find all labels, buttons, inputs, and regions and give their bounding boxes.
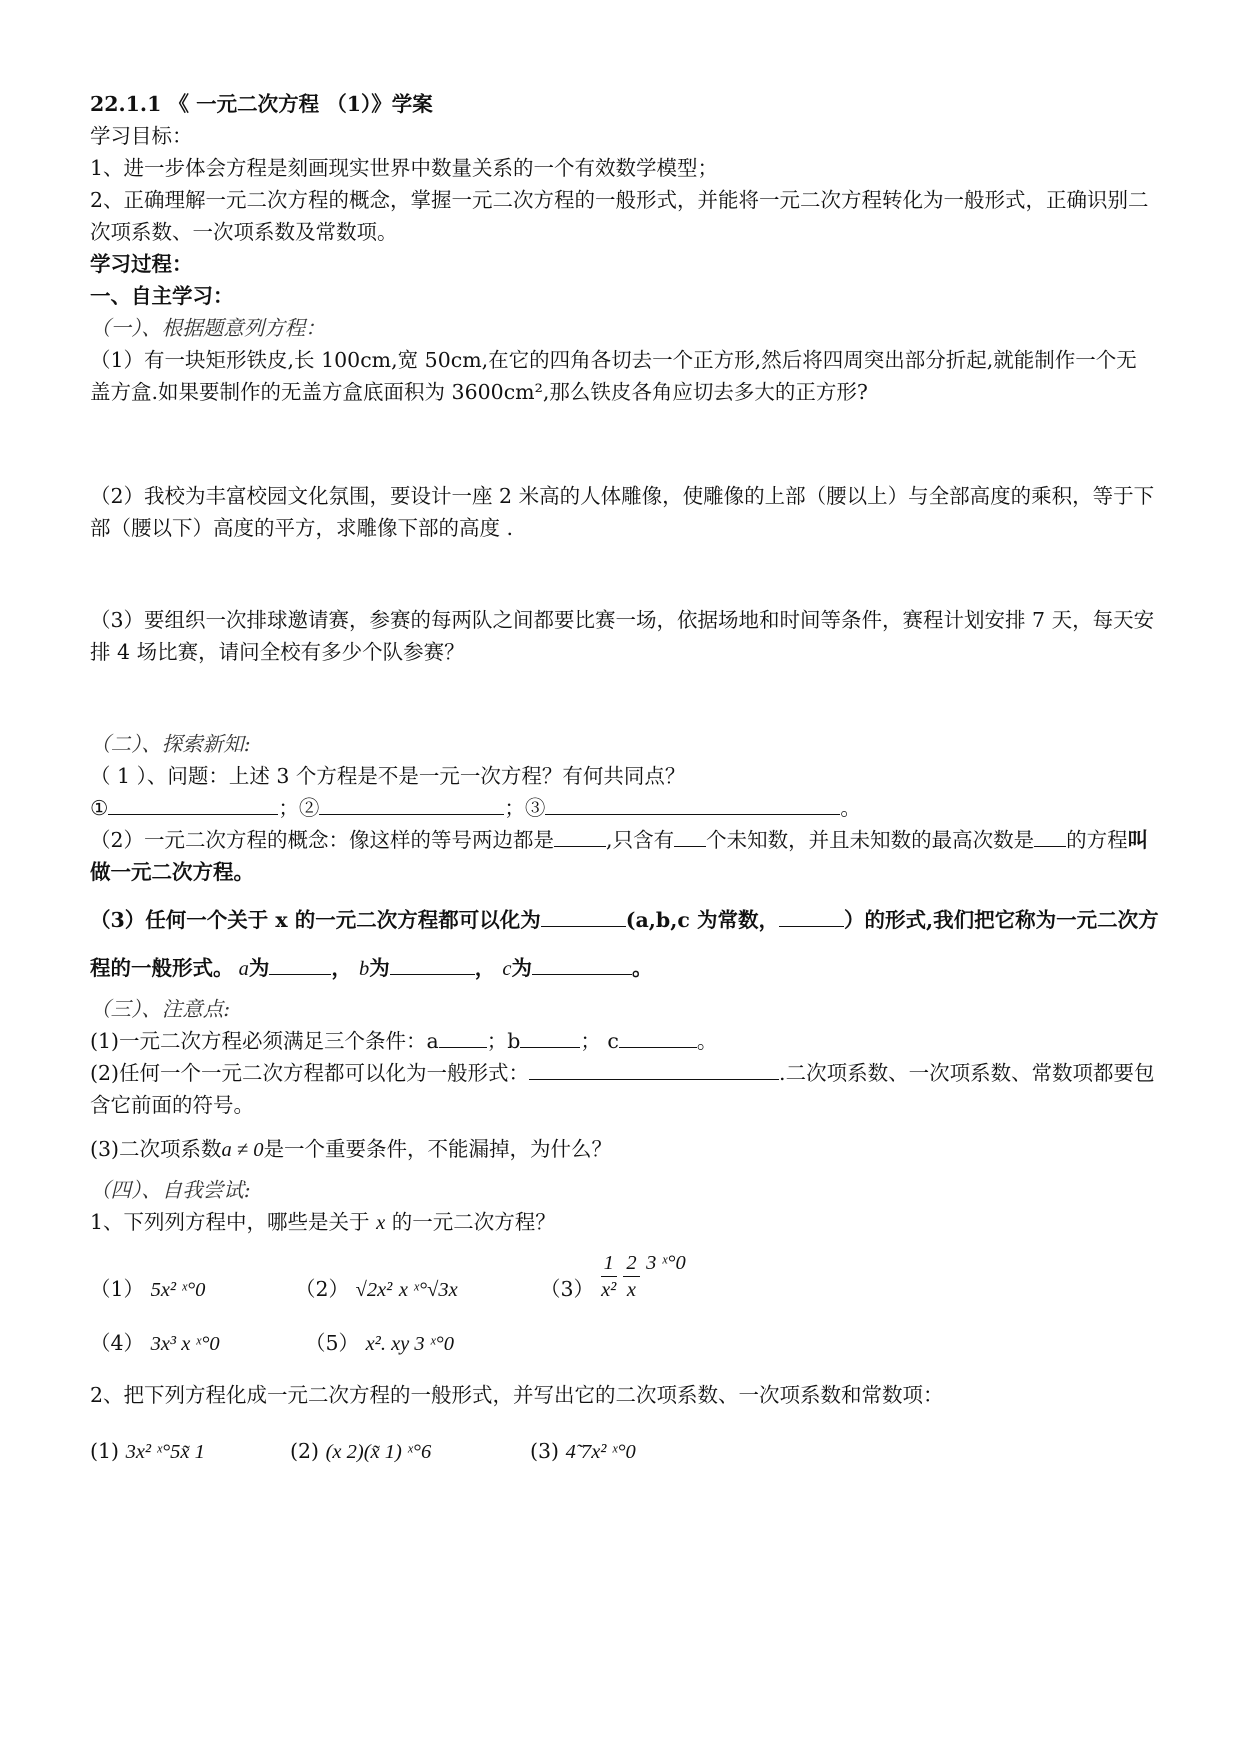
general-form-blank-2[interactable] bbox=[529, 1061, 779, 1080]
general-form-blank[interactable] bbox=[541, 908, 626, 927]
b-meaning-blank[interactable] bbox=[390, 956, 475, 975]
c-meaning-blank[interactable] bbox=[532, 956, 632, 975]
problem-3: （3）要组织一次排球邀请赛，参赛的每两队之间都要比赛一场，依据场地和时间等条件，赛程计划安排 7 天，每天安排 4 场比赛，请问全校有多少个队参赛？ bbox=[90, 608, 1155, 664]
answer-blank-2[interactable] bbox=[319, 796, 504, 815]
note-3: (3)二次项系数a ≠ 0是一个重要条件，不能漏掉，为什么？ bbox=[90, 1137, 613, 1161]
part-4-heading: （四）、自我尝试: bbox=[90, 1178, 251, 1202]
problem-2: （2）我校为丰富校园文化氛围，要设计一座 2 米高的人体雕像，使雕像的上部（腰以上）与全部高度的乘积，等于下部（腰以下）高度的平方，求雕像下部的高度 . bbox=[90, 484, 1155, 540]
ex2-item-1: (1) 3x² ˣ°5x̃ 1 bbox=[90, 1439, 205, 1463]
concept-blank-1[interactable] bbox=[554, 828, 606, 847]
question-1: （ 1 ）、问题：上述 3 个方程是不是一元一次方程？有何共同点？ bbox=[90, 764, 686, 788]
section-1-heading: 一、自主学习： bbox=[90, 284, 234, 308]
condition-c-blank[interactable] bbox=[619, 1029, 697, 1048]
exercise-1-row-1 bbox=[90, 1247, 1160, 1327]
ex2-item-2: (2) (x 2)(x̃ 1) ˣ°6 bbox=[290, 1439, 432, 1463]
exercise-1-prompt: 1、下列列方程中，哪些是关于 x 的一元二次方程？ bbox=[90, 1210, 556, 1234]
concept-blank-3[interactable] bbox=[1034, 828, 1066, 847]
exercise-2-row bbox=[90, 1435, 1160, 1505]
condition-blank[interactable] bbox=[779, 908, 844, 927]
ex1-item-4: （4） 3x³ x ˣ°0 bbox=[90, 1331, 220, 1355]
part-2-heading: （二）、探索新知: bbox=[90, 732, 251, 756]
ex2-item-3: (3) 4̃ 7x² ˣ°0 bbox=[530, 1439, 636, 1463]
answer-blank-3[interactable] bbox=[545, 796, 840, 815]
page-title: 22.1.1 《 一元二次方程 （1）》学案 bbox=[90, 92, 433, 116]
process-heading: 学习过程： bbox=[90, 252, 193, 276]
exercise-2-prompt: 2、把下列方程化成一元二次方程的一般形式，并写出它的二次项系数、一次项系数和常数项： bbox=[90, 1383, 944, 1407]
a-meaning-blank[interactable] bbox=[269, 956, 331, 975]
part-3-heading: （三）、注意点: bbox=[90, 997, 231, 1021]
ex1-item-3: （3） $\frac{1}{\text{x²}}$ $\frac{2}{x}$ 3 ˣ°0 bbox=[540, 1251, 686, 1301]
concept-paragraph: （2）一元二次方程的概念：像这样的等号两边都是 ,只含有 个未知数，并且未知数的最高次数是 的方程叫做一元二次方程。 bbox=[90, 828, 1149, 884]
problem-1: （1）有一块矩形铁皮,长 100cm,宽 50cm,在它的四角各切去一个正方形,然后将四周突出部分折起,就能制作一个无 盖方盒.如果要制作的无盖方盒底面积为 3600cm²,那么铁皮各角应切去多大的正方形? bbox=[90, 348, 1137, 404]
goals-heading: 学习目标： bbox=[90, 124, 193, 148]
goal-item-2: 2、正确理解一元二次方程的概念，掌握一元二次方程的一般形式，并能将一元二次方程转化为一般形式，正确识别二次项系数、一次项系数及常数项。 bbox=[90, 188, 1149, 244]
concept-blank-2[interactable] bbox=[674, 828, 706, 847]
answer-blanks-row: ① ；② ；③ 。 bbox=[90, 796, 861, 820]
note-1: (1)一元二次方程必须满足三个条件：a ；b ； c 。 bbox=[90, 1029, 718, 1053]
ex1-item-5: （5） x². xy 3 ˣ°0 bbox=[305, 1331, 455, 1355]
ex1-item-1: （1） 5x² ˣ°0 bbox=[90, 1277, 206, 1301]
part-1-heading: （一）、根据题意列方程： bbox=[90, 316, 326, 340]
ex1-item-2: （2） √2x² x ˣ°√3x bbox=[295, 1277, 458, 1301]
exercise-1-row-2 bbox=[90, 1327, 1160, 1379]
general-form-paragraph: （3）任何一个关于 x 的一元二次方程都可以化为 (a,b,c 为常数， ）的形式,我们把它称为一元二次方程的一般形式。 a为 ， b为 ， c为 。 bbox=[90, 908, 1159, 980]
goal-item-1: 1、进一步体会方程是刻画现实世界中数量关系的一个有效数学模型； bbox=[90, 156, 719, 180]
condition-a-blank[interactable] bbox=[439, 1029, 487, 1048]
answer-blank-1[interactable] bbox=[108, 796, 278, 815]
note-2: (2)任何一个一元二次方程都可以化为一般形式： .二次项系数、一次项系数、常数项都要包含它前面的符号。 bbox=[90, 1061, 1155, 1117]
condition-b-blank[interactable] bbox=[520, 1029, 580, 1048]
worksheet bbox=[90, 88, 1160, 1505]
